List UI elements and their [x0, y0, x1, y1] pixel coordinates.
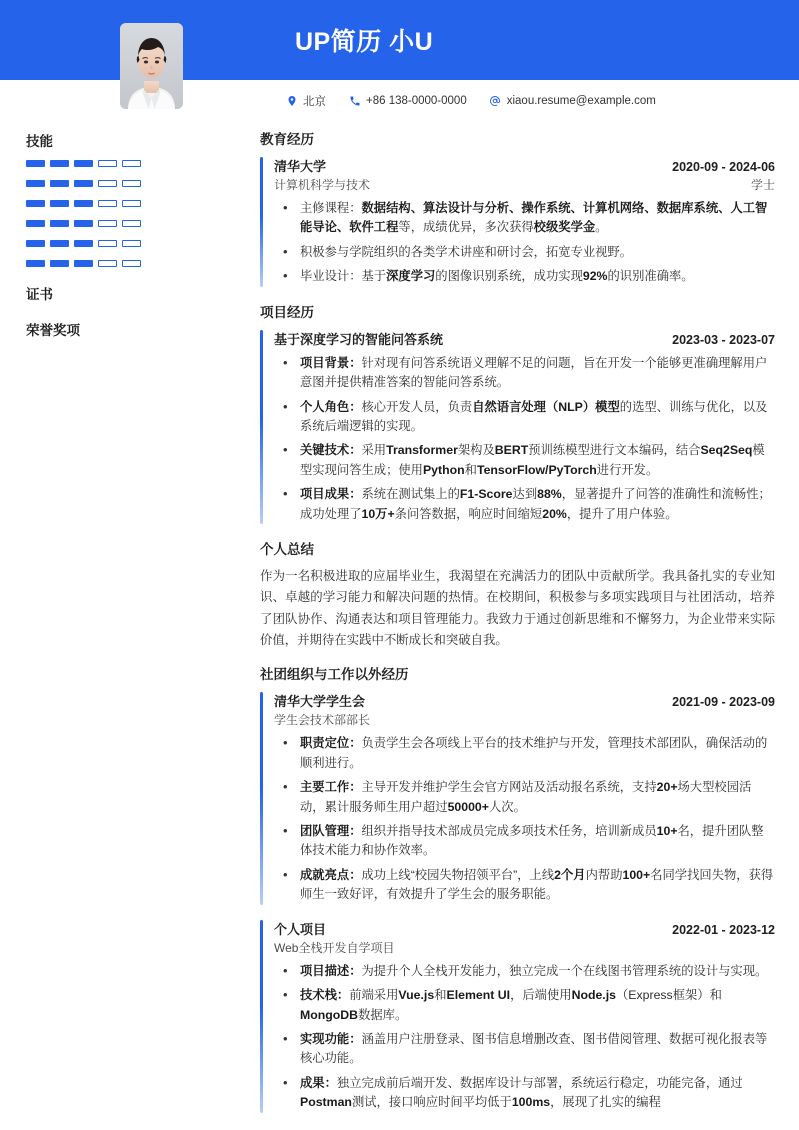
resume-body: [0, 122, 799, 1127]
skill-level-meter: [26, 160, 238, 167]
entry-date: 2022-01 - 2023-12: [672, 922, 775, 937]
experience-entry: [260, 691, 775, 904]
skill-level-box: [98, 200, 117, 207]
skill-block: [26, 240, 238, 247]
phone-icon: [348, 95, 361, 108]
skill-block: [26, 260, 238, 267]
entry-title: 个人项目: [274, 921, 327, 937]
skill-level-box: [74, 200, 93, 207]
section-title-clubs: 社团组织与工作以外经历: [260, 667, 409, 683]
entry-head: [274, 919, 775, 938]
experience-entry: [260, 156, 775, 287]
bullet-item: • 积极参与学院组织的各类学术讲座和研讨会，拓宽专业视野。: [274, 243, 775, 262]
entry-bullets: [274, 962, 775, 1113]
bullet-item: • 项目描述：为提升个人全栈开发能力，独立完成一个在线图书管理系统的设计与实现。: [274, 962, 775, 981]
bullet-item: • 项目成果：系统在测试集上的F1-Score达到88%，显著提升了问答的准确性和流畅性；成功处理了10万+条问答数据，响应时间缩短20%，提升了用户体验。: [274, 485, 775, 524]
skill-level-box: [98, 220, 117, 227]
avatar: [120, 23, 183, 109]
summary-text: 作为一名积极进取的应届毕业生，我渴望在充满活力的团队中贡献所学。我具备扎实的专业知识、卓越的学习能力和解决问题的热情。在校期间，积极参与多项实践项目与社团活动，培养了团队协作、沟通表达和项目管理能力。我致力于通过创新思维和不懈努力，为企业带来实际价值，并期待在实践中不断成长和突破自我。: [260, 569, 775, 648]
skill-level-box: [74, 240, 93, 247]
bullet-item: • 职责定位：负责学生会各项线上平台的技术维护与开发，管理技术部团队，确保活动的顺利进行。: [274, 734, 775, 773]
entry-subtitle: [274, 711, 775, 728]
projects-list: [260, 329, 775, 524]
skill-level-box: [50, 260, 69, 267]
entry-title: 清华大学: [274, 159, 327, 174]
contact-email-text: xiaou.resume@example.com: [506, 95, 656, 107]
skill-level-meter: [26, 220, 238, 227]
bullet-item: • 成果：独立完成前后端开发、数据库设计与部署，系统运行稳定，功能完备，通过Postman测试，接口响应时间平均低于100ms，展现了扎实的编程: [274, 1074, 775, 1113]
skill-level-box: [26, 160, 45, 167]
section-title-education: 教育经历: [260, 132, 314, 147]
entry-head: [274, 156, 775, 175]
experience-entry: [260, 919, 775, 1113]
entry-subtitle-right: 学士: [750, 178, 775, 192]
skills-list: [26, 160, 238, 267]
bullet-item: • 技术栈：前端采用Vue.js和Element UI，后端使用Node.js（Express框架）和MongoDB数据库。: [274, 986, 775, 1025]
page-title: UP简历 小U: [295, 28, 434, 56]
bullet-item: • 主要工作：主导开发并维护学生会官方网站及活动报名系统，支持20+场大型校园活动，累计服务师生用户超过50000+人次。: [274, 778, 775, 817]
entry-title: 基于深度学习的智能问答系统: [274, 331, 444, 347]
main-column: [260, 122, 799, 1127]
skill-level-box: [98, 260, 117, 267]
entry-bullets: [274, 199, 775, 287]
contact-location-text: 北京: [303, 96, 326, 108]
portrait-photo-icon: [120, 23, 183, 109]
entry-subtitle: [274, 176, 775, 193]
skill-level-box: [26, 220, 45, 227]
skill-block: [26, 220, 238, 227]
experience-entry: [260, 329, 775, 524]
section-title-projects: 项目经历: [260, 304, 314, 320]
skill-level-meter: [26, 240, 238, 247]
bullet-item: • 毕业设计：基于深度学习的图像识别系统，成功实现92%的识别准确率。: [274, 267, 775, 286]
bullet-item: • 关键技术：采用Transformer架构及BERT预训练模型进行文本编码，结合Seq2Seq模型实现问答生成；使用Python和TensorFlow/PyTorch进行开发。: [274, 441, 775, 480]
skill-level-meter: [26, 180, 238, 187]
contact-phone: [348, 95, 467, 108]
bullet-item: • 实现功能：涵盖用户注册登录、图书信息增删改查、图书借阅管理、数据可视化报表等核心功能。: [274, 1030, 775, 1069]
skill-level-meter: [26, 260, 238, 267]
entry-date: 2020-09 - 2024-06: [672, 160, 775, 174]
skill-level-box: [26, 180, 45, 187]
education-list: [260, 156, 775, 287]
entry-date: 2023-03 - 2023-07: [672, 332, 775, 347]
section-title-skills: 技能: [26, 134, 53, 149]
sidebar-column: [0, 122, 260, 353]
skill-level-box: [122, 180, 141, 187]
section-title-awards: 荣誉奖项: [26, 323, 80, 338]
bullet-item: • 个人角色：核心开发人员，负责自然语言处理（NLP）模型的选型、训练与优化，以及系统后端逻辑的实现。: [274, 398, 775, 437]
skill-level-box: [26, 260, 45, 267]
skill-level-box: [50, 160, 69, 167]
skill-level-box: [122, 240, 141, 247]
skill-level-box: [74, 260, 93, 267]
skill-level-box: [26, 200, 45, 207]
entry-subtitle-left: 学生会技术部部长: [274, 713, 371, 728]
skill-level-box: [122, 260, 141, 267]
skill-block: [26, 160, 238, 167]
skill-block: [26, 200, 238, 207]
skill-level-box: [122, 200, 141, 207]
location-pin-icon: [285, 95, 298, 108]
skill-level-box: [122, 160, 141, 167]
email-at-icon: [489, 95, 502, 108]
skill-level-box: [74, 220, 93, 227]
clubs-list: [260, 691, 775, 1112]
skill-level-box: [98, 180, 117, 187]
skill-block: [26, 180, 238, 187]
entry-date: 2021-09 - 2023-09: [672, 695, 775, 710]
skill-level-box: [74, 160, 93, 167]
entry-subtitle-left: 计算机科学与技术: [274, 178, 371, 192]
entry-bullets: [274, 354, 775, 524]
contact-phone-text: +86 138-0000-0000: [366, 95, 467, 107]
bullet-item: • 项目背景：针对现有问答系统语义理解不足的问题，旨在开发一个能够更准确理解用户意图并提供精准答案的智能问答系统。: [274, 354, 775, 393]
skill-level-box: [74, 180, 93, 187]
entry-head: [274, 691, 775, 710]
entry-title: 清华大学学生会: [274, 694, 366, 710]
entry-subtitle-left: Web全栈开发自学项目: [274, 940, 395, 955]
skill-level-box: [50, 220, 69, 227]
skill-level-box: [26, 240, 45, 247]
skill-level-box: [98, 240, 117, 247]
bullet-item: • 主修课程：数据结构、算法设计与分析、操作系统、计算机网络、数据库系统、人工智能导论、软件工程等，成绩优异，多次获得校级奖学金。: [274, 199, 775, 238]
entry-head: [274, 329, 775, 348]
skill-level-box: [98, 160, 117, 167]
contact-location: [285, 93, 326, 109]
skill-level-box: [50, 180, 69, 187]
skill-level-meter: [26, 200, 238, 207]
entry-subtitle: [274, 939, 775, 956]
entry-bullets: [274, 734, 775, 904]
bullet-item: • 成就亮点：成功上线“校园失物招领平台”，上线2个月内帮助100+名同学找回失物，获得师生一致好评，有效提升了学生会的服务职能。: [274, 866, 775, 905]
skill-level-box: [50, 240, 69, 247]
bullet-item: • 团队管理：组织并指导技术部成员完成多项技术任务，培训新成员10+名，提升团队整体技术能力和协作效率。: [274, 822, 775, 861]
skill-level-box: [50, 200, 69, 207]
skill-level-box: [122, 220, 141, 227]
section-title-summary: 个人总结: [260, 542, 314, 558]
section-title-certs: 证书: [26, 287, 53, 302]
contact-email: [489, 95, 656, 108]
